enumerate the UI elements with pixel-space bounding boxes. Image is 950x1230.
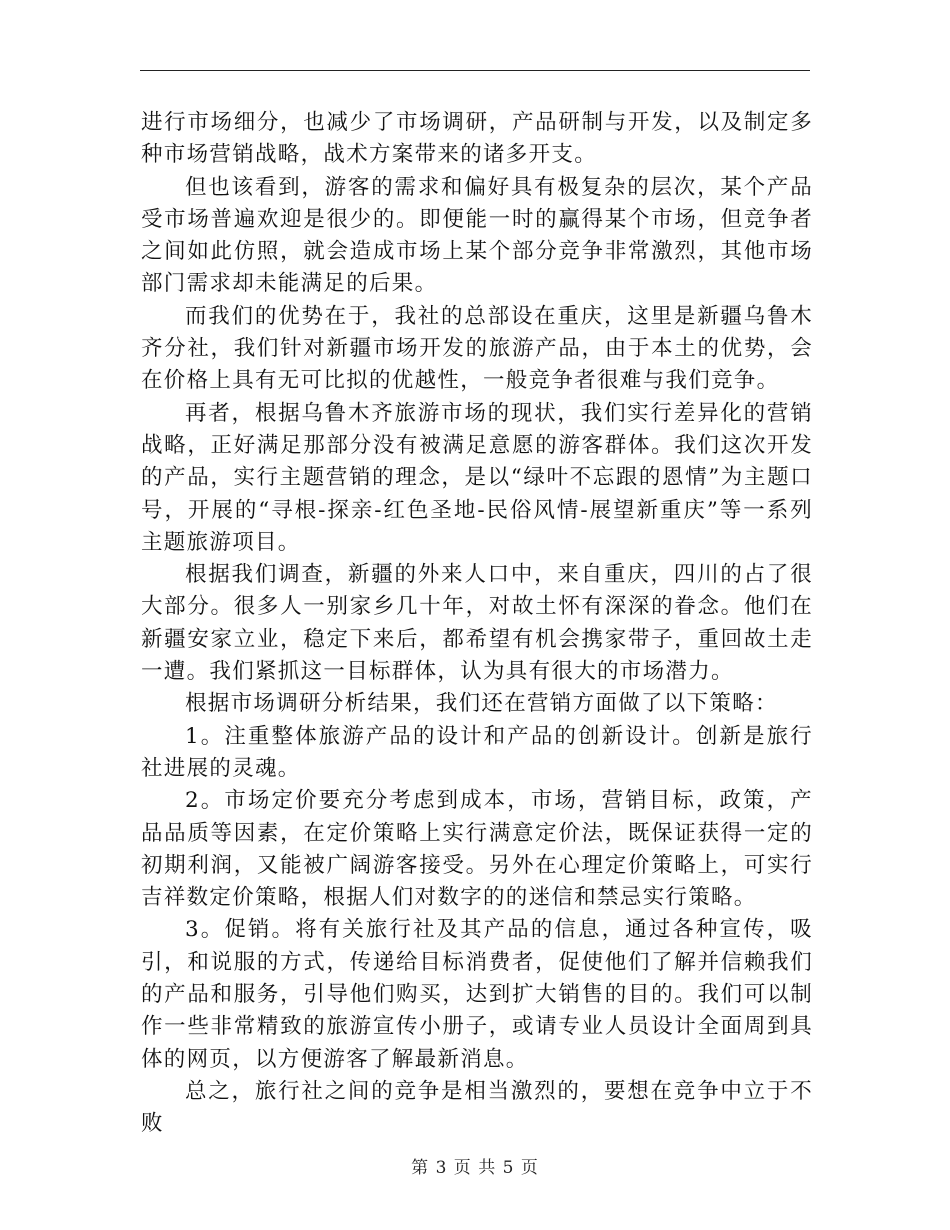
paragraph-7: 1。注重整体旅游产品的设计和产品的创新设计。创新是旅行社进展的灵魂。	[141, 723, 813, 781]
paragraph-10: 总之，旅行社之间的竞争是相当激烈的，要想在竞争中立于不败	[141, 1078, 813, 1137]
paragraph-2: 但也该看到，游客的需求和偏好具有极复杂的层次，某个产品受市场普遍欢迎是很少的。即便能一时的赢得某个市场，但竞争者之间如此仿照，就会造成市场上某个部分竞争非常激烈，其他市场部门需求却未能满足的后果。	[141, 174, 813, 297]
paragraph-4: 再者，根据乌鲁木齐旅游市场的现状，我们实行差异化的营销战略，正好满足那部分没有被满足意愿的游客群体。我们这次开发的产品，实行主题营销的理念，是以“绿叶不忘跟的恩情”为主题口号，开展的“寻根-探亲-红色圣地-民俗风情-展望新重庆”等一系列主题旅游项目。	[141, 400, 813, 555]
body-text	[141, 107, 813, 1141]
paragraph-6: 根据市场调研分析结果，我们还在营销方面做了以下策略：	[185, 691, 778, 717]
paragraph-9: 3。促销。将有关旅行社及其产品的信息，通过各种宣传，吸引，和说服的方式，传递给目标消费者，促使他们了解并信赖我们的产品和服务，引导他们购买，达到扩大销售的目的。我们可以制作一些非常精致的旅游宣传小册子，或请专业人员设计全面周到具体的网页，以方便游客了解最新消息。	[141, 917, 813, 1072]
paragraph-5: 根据我们调查，新疆的外来人口中，来自重庆，四川的占了很大部分。很多人一别家乡几十年，对故土怀有深深的眷念。他们在新疆安家立业，稳定下来后，都希望有机会携家带子，重回故土走一遭。我们紧抓这一目标群体，认为具有很大的市场潜力。	[141, 562, 813, 685]
paragraph-1: 进行市场细分，也减少了市场调研，产品研制与开发，以及制定多种市场营销战略，战术方案带来的诸多开支。	[141, 110, 813, 168]
header-rule	[140, 70, 810, 71]
page-number-footer: 第 3 页 共 5 页	[411, 1158, 539, 1178]
paragraph-8: 2。市场定价要充分考虑到成本，市场，营销目标，政策，产品品质等因素，在定价策略上实行满意定价法，既保证获得一定的初期利润，又能被广阔游客接受。另外在心理定价策略上，可实行吉祥数定价策略，根据人们对数字的的迷信和禁忌实行策略。	[141, 788, 813, 911]
paragraph-3: 而我们的优势在于，我社的总部设在重庆，这里是新疆乌鲁木齐分社，我们针对新疆市场开发的旅游产品，由于本土的优势，会在价格上具有无可比拟的优越性，一般竞争者很难与我们竞争。	[141, 303, 813, 394]
